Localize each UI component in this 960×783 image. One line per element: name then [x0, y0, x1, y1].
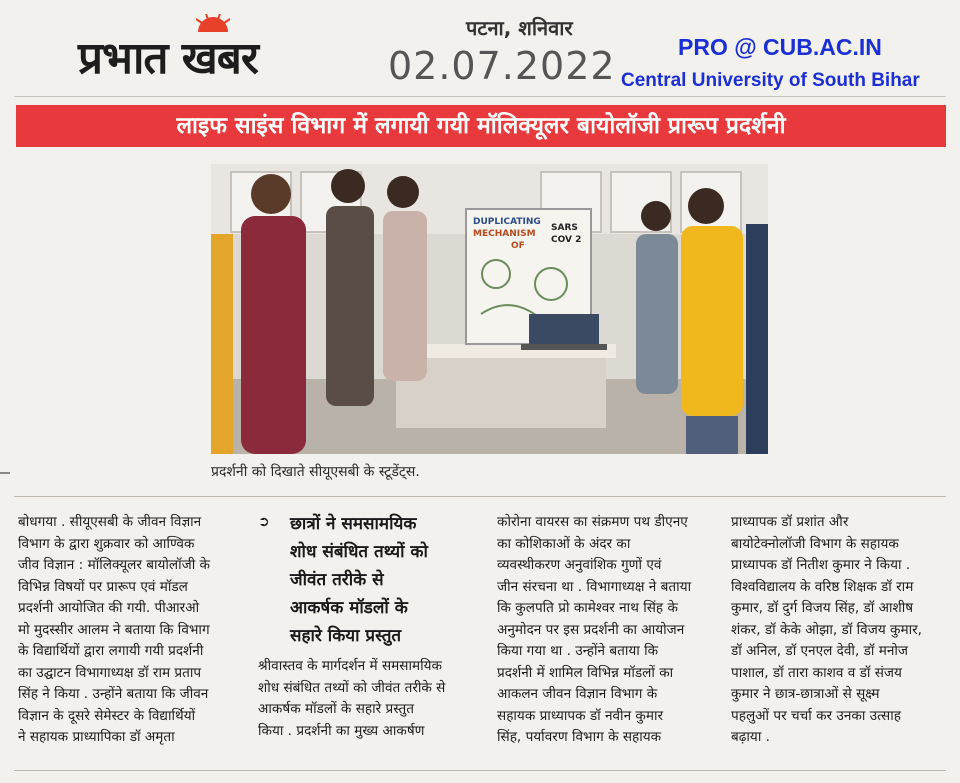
text-line: कि कुलपति प्रो कामेश्वर नाथ सिंह के: [497, 600, 678, 616]
poster-text-mechanism: MECHANISM: [473, 229, 536, 239]
text-line: बोधगया . सीयूएसबी के जीवन विज्ञान: [18, 514, 202, 530]
body-divider: [14, 496, 946, 497]
poster-text-duplicating: DUPLICATING: [473, 217, 541, 227]
article-column-2: [258, 656, 483, 742]
text-line: जीन संरचना था . विभागाध्यक्ष ने बताया: [497, 578, 692, 595]
text-line: किया गया था . उन्होंने बताया कि: [497, 643, 659, 659]
text-line: व्यवस्थीकरण अनुवांशिक गुणों एवं: [497, 557, 662, 573]
text-line: विभिन्न विषयों पर प्रारूप एवं मॉडल: [18, 578, 188, 595]
text-line: जीव विज्ञान : मॉलिक्यूलर बायोलॉजी के: [18, 557, 211, 573]
article-headline: लाइफ साइंस विभाग में लगायी गयी मॉलिक्यूलर बायोलॉजी प्रारूप प्रदर्शनी: [176, 113, 786, 139]
dateline-date: 02.07.2022: [388, 44, 616, 88]
pull-quote-line: जीवंत तरीके से: [290, 570, 384, 590]
text-line: विश्वविद्यालय के वरिष्ठ शिक्षक डॉ राम: [731, 578, 914, 595]
arrow-bullet-icon: ➲: [258, 514, 270, 530]
text-line: आकर्षक मॉडलों के सहारे प्रस्तुत: [258, 701, 415, 717]
text-line: डॉ अनिल, डॉ एनएल देवी, डॉ मनोज: [731, 643, 908, 659]
text-line: शोध संबंधित तथ्यों को जीवंत तरीके से: [258, 679, 446, 696]
text-line: प्रदर्शनी में शामिल विभिन्न मॉडलों का: [497, 664, 674, 681]
text-line: शंकर, डॉ केके ओझा, डॉ विजय कुमार,: [731, 621, 923, 638]
text-line: अनुमोदन पर इस प्रदर्शनी का आयोजन: [497, 621, 685, 638]
text-line: प्राध्यापक डॉ प्रशांत और: [731, 514, 849, 530]
masthead-divider: [14, 96, 946, 97]
university-name: Central University of South Bihar: [621, 70, 920, 91]
text-line: कुमार ने छात्र-छात्राओं से सूक्ष्म: [731, 686, 880, 702]
poster-text-of: OF: [511, 241, 525, 251]
pull-quote: [258, 510, 484, 650]
text-line: श्रीवास्तव के मार्गदर्शन में समसामयिक: [258, 658, 442, 674]
caption-pointer: [0, 472, 10, 474]
pull-quote-line: सहारे किया प्रस्तुत: [290, 626, 402, 646]
poster-text-cov2: COV 2: [551, 235, 582, 245]
text-line: ने सहायक प्राध्यापिका डॉ अमृता: [18, 729, 175, 745]
text-line: सिंह ने किया . उन्होंने बताया कि जीवन: [18, 686, 209, 702]
article-column-3: [497, 512, 719, 749]
text-line: का उद्घाटन विभागाध्यक्ष डॉ राम प्रताप: [18, 664, 202, 681]
newspaper-logo: प्रभात खबर: [78, 33, 258, 84]
poster-text-sars: SARS: [551, 223, 578, 233]
pull-quote-line: शोध संबंधित तथ्यों को: [290, 542, 428, 562]
text-line: विभाग के द्वारा शुक्रवार को आण्विक: [18, 535, 195, 552]
photo-caption: प्रदर्शनी को दिखाते सीयूएसबी के स्टूडेंट्स.: [211, 464, 420, 480]
text-line: कोरोना वायरस का संक्रमण पथ डीएनए: [497, 514, 688, 530]
pull-quote-line: छात्रों ने समसामयिक: [290, 514, 417, 534]
text-line: पहलुओं पर चर्चा कर उनका उत्साह: [731, 707, 901, 724]
text-line: का कोशिकाओं के अंदर का: [497, 535, 631, 552]
text-line: सिंह, पर्यावरण विभाग के सहायक: [497, 729, 662, 745]
article-column-1: [18, 512, 240, 749]
text-line: आकलन जीवन विज्ञान विभाग के: [497, 686, 658, 702]
text-line: बढ़ाया .: [731, 729, 770, 745]
footer-divider: [14, 770, 946, 771]
text-line: किया . प्रदर्शनी का मुख्य आकर्षण: [258, 722, 425, 739]
pro-email-line: PRO @ CUB.AC.IN: [678, 34, 882, 60]
article-photo: [211, 164, 768, 454]
dateline-city-day: पटना, शनिवार: [466, 16, 573, 40]
text-line: के विद्यार्थियों द्वारा लगायी गयी प्रदर्शनी: [18, 643, 204, 659]
text-line: विज्ञान के दूसरे सेमेस्टर के विद्यार्थियों: [18, 707, 196, 724]
text-line: बायोटेक्नोलॉजी विभाग के सहायक: [731, 535, 899, 552]
text-line: पाशाल, डॉ तारा काशव व डॉ संजय: [731, 664, 902, 681]
exhibition-photo-illustration: [211, 164, 768, 454]
pull-quote-line: आकर्षक मॉडलों के: [290, 598, 408, 618]
headline-band: [16, 105, 946, 147]
article-column-4: [731, 512, 953, 749]
text-line: सहायक प्राध्यापक डॉ नवीन कुमार: [497, 707, 664, 724]
text-line: प्रदर्शनी आयोजित की गयी. पीआरओ: [18, 600, 200, 616]
text-line: कुमार, डॉ दुर्ग विजय सिंह, डॉ आशीष: [731, 600, 914, 616]
text-line: प्राध्यापक डॉ नितीश कुमार ने किया .: [731, 557, 911, 573]
masthead: [0, 0, 960, 100]
text-line: मो मुदस्सीर आलम ने बताया कि विभाग: [18, 621, 210, 638]
